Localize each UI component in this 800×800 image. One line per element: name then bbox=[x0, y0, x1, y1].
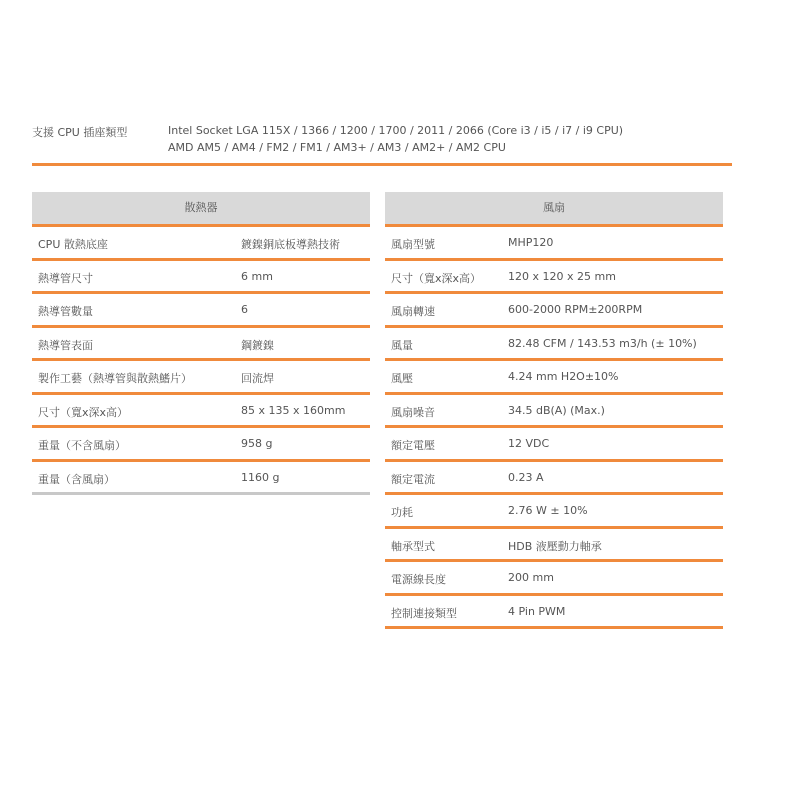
spec-value: 4 Pin PWM bbox=[508, 604, 566, 618]
spec-label: 軸承型式 bbox=[391, 539, 435, 553]
spec-value: 0.23 A bbox=[508, 470, 544, 484]
table-row bbox=[385, 562, 723, 596]
heatsink-spec-table bbox=[32, 192, 370, 495]
spec-value: 12 VDC bbox=[508, 437, 550, 450]
table-row bbox=[385, 361, 723, 395]
spec-value: 6 mm bbox=[241, 269, 273, 283]
table-row bbox=[385, 294, 723, 328]
table-row bbox=[32, 328, 370, 362]
spec-value: 2.76 W ± 10% bbox=[508, 504, 588, 517]
spec-label: 熱導管尺寸 bbox=[38, 271, 93, 285]
spec-value: MHP120 bbox=[508, 236, 554, 249]
section-divider bbox=[32, 163, 732, 166]
spec-label: 重量（含風扇） bbox=[38, 472, 115, 486]
spec-label: 風扇轉速 bbox=[391, 305, 435, 318]
spec-value: 鋼鍍鎳 bbox=[241, 338, 274, 352]
cpu-socket-label: 支援 CPU 插座類型 bbox=[32, 126, 128, 139]
table-row bbox=[385, 596, 723, 630]
spec-label: 熱導管表面 bbox=[38, 338, 93, 352]
spec-label: 風壓 bbox=[391, 372, 413, 385]
table-row bbox=[385, 462, 723, 496]
spec-value: 鍍鎳銅底板導熱技術 bbox=[241, 238, 340, 251]
spec-value: HDB 液壓動力軸承 bbox=[508, 539, 602, 553]
spec-label: 風扇型號 bbox=[391, 238, 435, 251]
spec-label: 熱導管數量 bbox=[38, 305, 93, 318]
spec-label: 額定電流 bbox=[391, 472, 435, 486]
spec-label: 尺寸（寬x深x高） bbox=[391, 271, 482, 285]
table-row bbox=[385, 428, 723, 462]
spec-label: 風量 bbox=[391, 338, 413, 352]
spec-label: 功耗 bbox=[391, 506, 413, 519]
spec-label: 控制連接類型 bbox=[391, 606, 457, 620]
spec-value: 6 bbox=[241, 303, 248, 316]
spec-value: 1160 g bbox=[241, 470, 280, 484]
spec-label: CPU 散熱底座 bbox=[38, 238, 108, 251]
spec-label: 製作工藝（熱導管與散熱鰭片） bbox=[38, 372, 192, 385]
table-row bbox=[32, 227, 370, 261]
table-row bbox=[385, 395, 723, 429]
table-row bbox=[32, 361, 370, 395]
spec-label: 重量（不含風扇） bbox=[38, 439, 126, 452]
spec-label: 尺寸（寬x深x高） bbox=[38, 405, 129, 419]
fan-table-header: 風扇 bbox=[385, 192, 723, 227]
table-row bbox=[32, 428, 370, 462]
spec-value: 34.5 dB(A) (Max.) bbox=[508, 403, 605, 417]
spec-label: 額定電壓 bbox=[391, 439, 435, 452]
table-row bbox=[32, 395, 370, 429]
spec-value: 回流焊 bbox=[241, 372, 274, 385]
spec-value: 958 g bbox=[241, 437, 273, 450]
table-row bbox=[385, 495, 723, 529]
fan-spec-table bbox=[385, 192, 723, 629]
spec-value: 600-2000 RPM±200RPM bbox=[508, 303, 643, 316]
heatsink-table-header: 散熱器 bbox=[32, 192, 370, 227]
table-row bbox=[32, 294, 370, 328]
spec-label: 電源線長度 bbox=[391, 573, 446, 586]
spec-value: 200 mm bbox=[508, 571, 554, 584]
spec-value: 4.24 mm H2O±10% bbox=[508, 370, 619, 383]
table-row bbox=[32, 462, 370, 496]
table-row bbox=[385, 529, 723, 563]
spec-value: 120 x 120 x 25 mm bbox=[508, 269, 616, 283]
table-row bbox=[385, 261, 723, 295]
table-row bbox=[32, 261, 370, 295]
amd-socket-list: AMD AM5 / AM4 / FM2 / FM1 / AM3+ / AM3 / AM2+ / AM2 CPU bbox=[168, 141, 506, 154]
spec-value: 82.48 CFM / 143.53 m3/h (± 10%) bbox=[508, 336, 697, 350]
intel-socket-list: Intel Socket LGA 115X / 1366 / 1200 / 1700 / 2011 / 2066 (Core i3 / i5 / i7 / i9 CPU) bbox=[168, 124, 624, 137]
table-row bbox=[385, 227, 723, 261]
spec-label: 風扇噪音 bbox=[391, 405, 435, 419]
cpu-socket-values bbox=[168, 122, 623, 156]
spec-value: 85 x 135 x 160mm bbox=[241, 403, 346, 417]
table-row bbox=[385, 328, 723, 362]
